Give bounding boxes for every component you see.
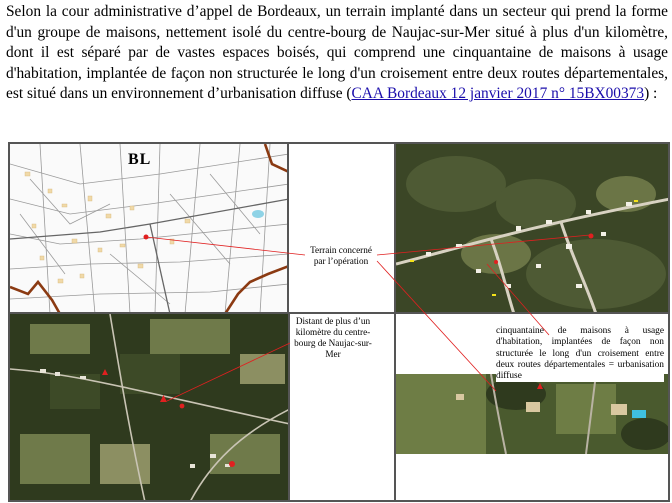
paragraph-text: Selon la cour administrative d’appel de Bordeaux, un terrain implanté dans un secteur qui prend la forme d'un groupe de maisons, nettement isolé du centre-bourg de Naujac-sur-Mer situé à plus d'un kilomètre, dont il est séparé par de vastes espaces boisés, qui comprend une cinquantaine de maisons à usage d'habitation, implantée de façon non structurée le long d'un croisement entre deux routes départementales, est situé dans un environnement d’urbanisation diffuse ( — [6, 3, 668, 103]
figure-panel — [8, 142, 670, 502]
aerial-photo-wide — [9, 313, 289, 501]
aerial-photo-village — [395, 143, 669, 313]
note-distant: Distant de plus d’un kilomètre du centre-bourg de Naujac-sur-Mer — [290, 316, 376, 360]
quoted-paragraph — [6, 2, 668, 105]
annotation-cell-top — [288, 143, 395, 313]
note-cinquantaine: cinquantaine de maisons à usage d'habitation, implantées de façon non structurée le long d'un croisement entre deux routes départementales = urbanisation diffuse — [496, 326, 664, 382]
citation-link[interactable]: CAA Bordeaux 12 janvier 2017 n° 15BX00373 — [351, 85, 645, 103]
map-terrain-marker — [144, 235, 149, 240]
map-label-bl: BL — [128, 151, 152, 168]
aerial-photo-closeup — [396, 374, 668, 454]
paragraph-after: ) : — [644, 85, 658, 103]
note-terrain: Terrain concerné par l’opération — [305, 245, 377, 267]
cadastral-map — [9, 143, 288, 313]
aerial-terrain-marker — [589, 234, 594, 239]
